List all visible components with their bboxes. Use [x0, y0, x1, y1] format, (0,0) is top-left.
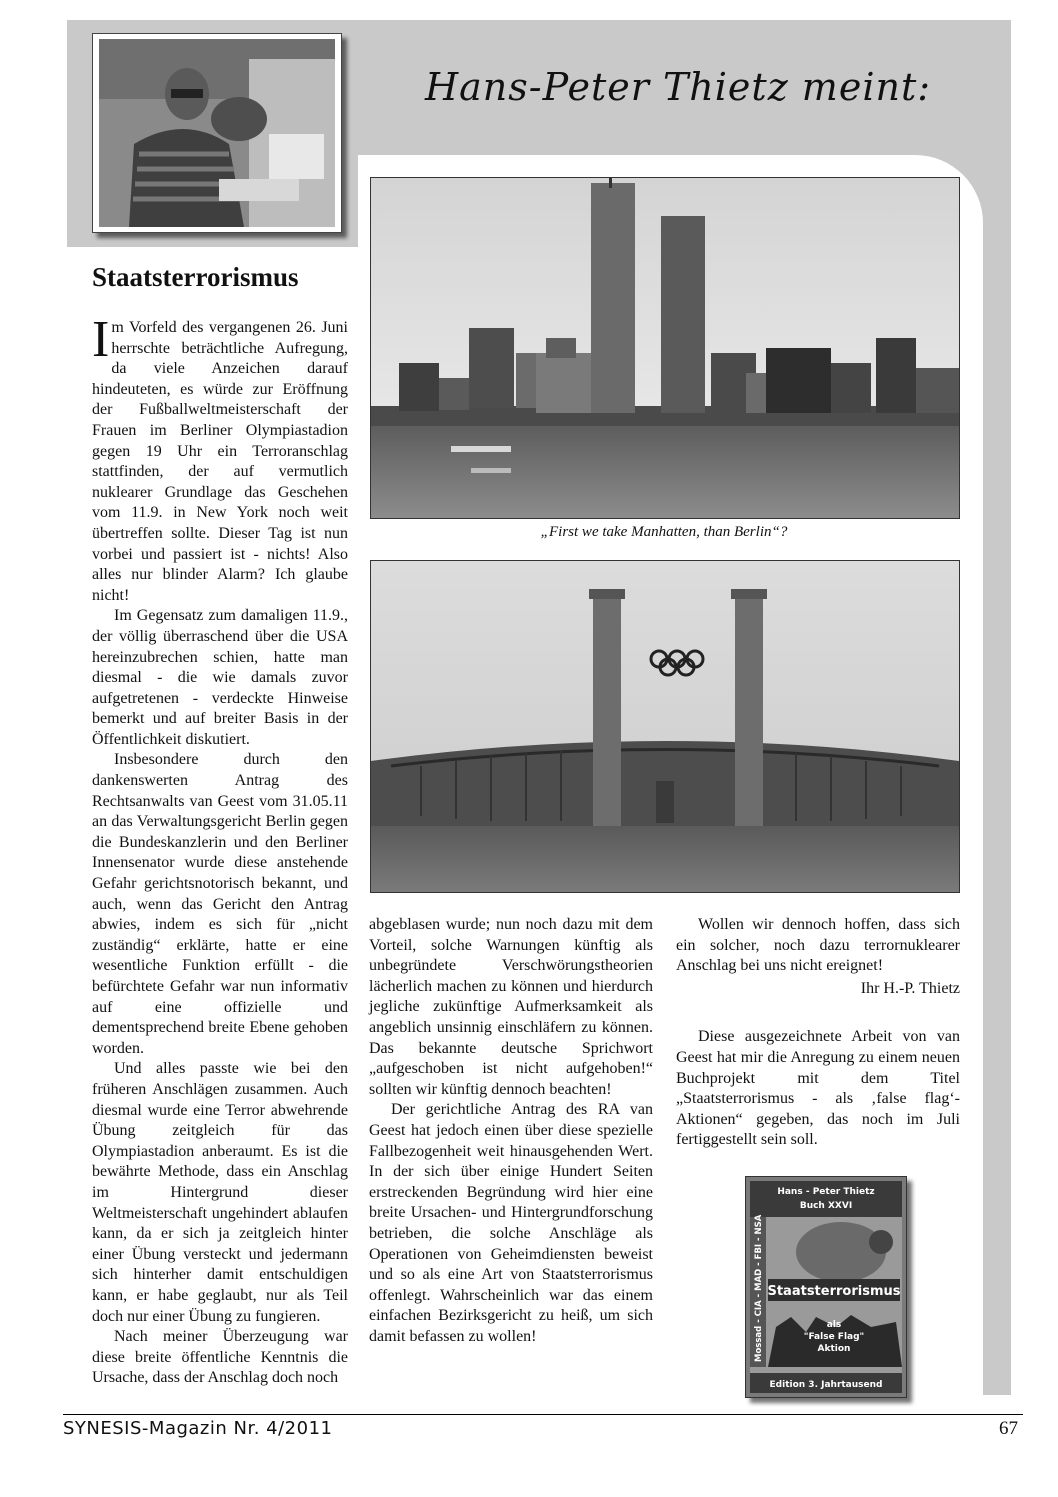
book-title: Staatsterrorismus	[767, 1284, 901, 1299]
footer-magazine: SYNESIS-Magazin Nr. 4/2011	[63, 1418, 333, 1439]
page-number: 67	[999, 1418, 1018, 1439]
author-photo	[92, 33, 342, 233]
page-title: Hans-Peter Thietz meint:	[425, 65, 932, 109]
article-column-1	[92, 311, 348, 1389]
drop-cap: I	[92, 311, 110, 368]
book-subtitle-3: Aktion	[817, 1344, 851, 1354]
article-column-2	[369, 915, 653, 1347]
paragraph: Im Gegensatz zum damaligen 11.9., der völlig überraschend über die USA hereinzubrechen schien, hatte man diesmal - die wie damals zuvor aufgetretenen - verdeckte Hinweise bemerkt und auf breiter Basis in der Öffentlichkeit diskutiert.	[92, 607, 348, 748]
book-edition: Edition 3. Jahrtausend	[769, 1380, 883, 1390]
paragraph: Diese ausgezeichnete Arbeit von van Geest hat mir die Anregung zu einem neuen Buchprojekt mit dem Titel „Staatsterrorismus - als ‚false flag‘-Aktionen“ gegeben, das noch im Juli fertiggestellt sein soll.	[676, 1028, 960, 1149]
book-subtitle-1: als	[826, 1320, 842, 1330]
paragraph: Insbesondere durch den dankenswerten Antrag des Rechtsanwalts van Geest vom 31.05.11 an das Verwaltungsgericht Berlin gegen die Bundeskanzlerin und den Berliner Innensenator wurde diese anstehende Gefahr gerichtsnotorisch bekannt, und auch, wenn das Gericht den Antrag abwies, indem es sich für „nicht zuständig“ erklärte, hatte er eine wesentliche Funktion erfüllt - die befürchtete Gefahr war nun informativ auf eine offizielle und dementsprechend breite Ebene gehoben worden.	[92, 751, 348, 1057]
signature: Ihr H.-P. Thietz	[860, 979, 960, 997]
paragraph: Der gerichtliche Antrag des RA van Geest hat jedoch einen über diese spezielle Fallbezogenheit weit hinausgehenden Wert. In der sich über einige Hundert Seiten erstreckenden Begründung wird hier eine breite Ursachen- und Hintergrundforschung betrieben, die solche Anschläge als Operationen von Geheimdiensten beweist und so als eine Art von Staatsterrorismus offenlegt. Wahrscheinlich war das einem einfachen Bezirksgericht zu heiß, um sich damit befassen zu wollen!	[369, 1101, 653, 1345]
paragraph: Im Vorfeld des vergangenen 26. Juni herrschte beträchtliche Aufregung, da viele Anzeichen darauf hindeuteten, es würde zur Eröffnung der Fußballweltmeisterschaft der Frauen im Berliner Olympiastadion gegen 19 Uhr ein Terroranschlag stattfinden, der auf vermutlich nuklearer Grundlage das Geschehen vom 11.9. in New York noch weit übertreffen sollte. Dieser Tag ist nun vorbei und passiert ist - nichts! Also alles nur blinder Alarm? Ich glaube nicht!	[92, 311, 348, 604]
paragraph: Und alles passte wie bei den früheren Anschlägen zusammen. Auch diesmal wurde eine Terror abwehrende Übung zeitgleich für das Olympiastadion anberaumt. Es ist die bewährte Methode, dass ein Anschlag im Hintergrund dieser Weltmeisterschaft ungehindert ablaufen kann, da er sich ja zeitgleich hinter einer Übung versteckt und jedermann sich hinterher damit entschuldigen kann, er habe geglaubt, nur als Teil doch nur einer Übung zu fungieren.	[92, 1060, 348, 1325]
skyline-photo	[370, 177, 960, 519]
article-column-3	[676, 915, 960, 1151]
book-author: Hans - Peter Thietz	[777, 1187, 875, 1197]
photo-caption: „First we take Manhatten, than Berlin“?	[540, 524, 788, 540]
paragraph: abgeblasen wurde; nun noch dazu mit dem Vorteil, solche Warnungen künftig als unbegründete Verschwörungstheorien lächerlich machen zu können und hierdurch jegliche zukünftige Aufmerksamkeit als angeblich unsinnig einschläfern zu können. Das bekannte deutsche Sprichwort „aufgeschoben ist nicht aufgehoben!“ sollten wir künftig dennoch beachten!	[369, 916, 653, 1098]
book-side-text: Mossad - CIA - MAD - FBI - NSA	[754, 1214, 764, 1362]
footer-divider	[63, 1414, 1023, 1415]
book-cover	[745, 1176, 907, 1398]
olympic-stadium-photo	[370, 560, 960, 893]
book-volume: Buch XXVI	[799, 1201, 853, 1211]
article-headline: Staatsterrorismus	[92, 262, 299, 292]
book-subtitle-2: "False Flag"	[803, 1332, 865, 1342]
paragraph: Wollen wir dennoch hoffen, dass sich ein solcher, noch dazu terrornuklearer Anschlag bei uns nicht ereignet!	[676, 916, 960, 975]
paragraph: Nach meiner Überzeugung war diese breite öffentliche Kenntnis die Ursache, dass der Anschlag doch noch	[92, 1328, 348, 1387]
